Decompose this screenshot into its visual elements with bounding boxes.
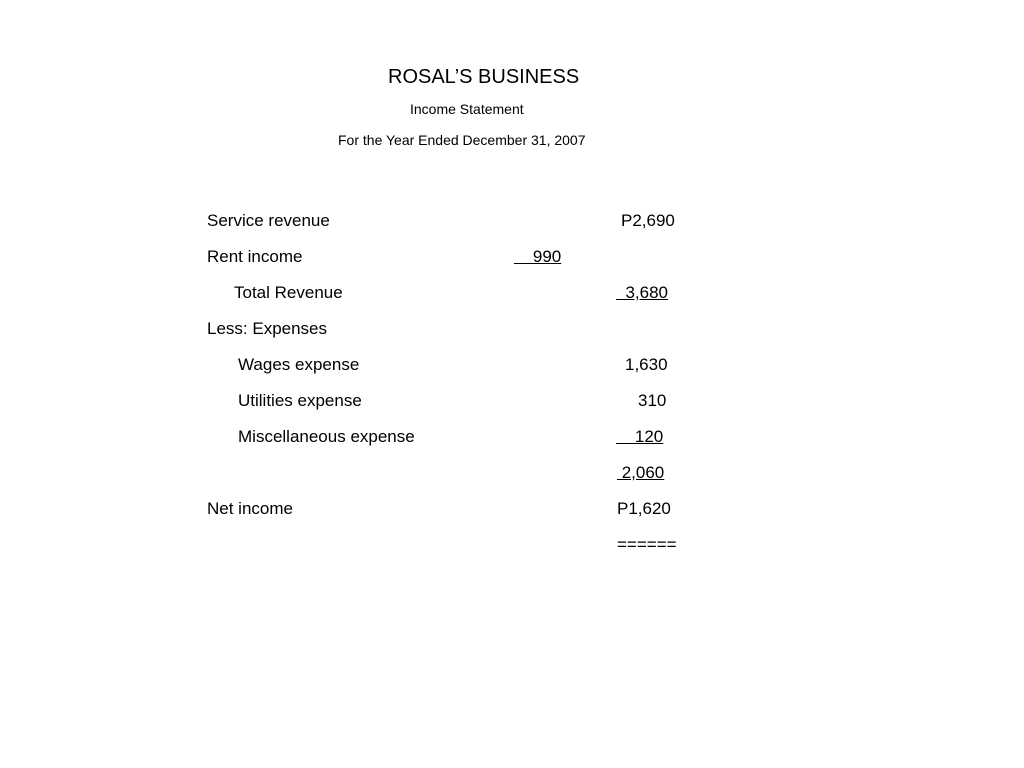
total-expenses-amount: 2,060 <box>617 463 665 482</box>
utilities-expense-label: Utilities expense <box>238 391 362 410</box>
service-revenue-label: Service revenue <box>207 211 330 230</box>
utilities-expense-amount: 310 <box>638 391 667 410</box>
rent-income-label: Rent income <box>207 247 303 266</box>
statement-title: Income Statement <box>410 101 524 117</box>
total-revenue-row <box>0 283 1024 307</box>
company-name: ROSAL’S BUSINESS <box>388 66 580 88</box>
net-income-amount: P1,620 <box>617 499 671 518</box>
net-income-row <box>0 499 1024 523</box>
rent-income-row <box>0 247 1024 271</box>
service-revenue-row <box>0 211 1024 235</box>
rent-income-amount: 990 <box>514 247 562 266</box>
service-revenue-amount: P2,690 <box>621 211 675 230</box>
double-rule-row <box>0 535 1024 559</box>
wages-expense-amount: 1,630 <box>625 355 668 374</box>
misc-expense-row <box>0 427 1024 451</box>
total-revenue-label: Total Revenue <box>234 283 343 302</box>
wages-expense-label: Wages expense <box>238 355 360 374</box>
utilities-expense-row <box>0 391 1024 415</box>
statement-period: For the Year Ended December 31, 2007 <box>338 132 586 148</box>
misc-expense-label: Miscellaneous expense <box>238 427 415 446</box>
total-expenses-row <box>0 463 1024 487</box>
less-expenses-label: Less: Expenses <box>207 319 328 338</box>
net-income-double-rule: ====== <box>617 535 677 554</box>
wages-expense-row <box>0 355 1024 379</box>
misc-expense-amount: 120 <box>616 427 664 446</box>
total-revenue-amount: 3,680 <box>616 283 668 302</box>
net-income-label: Net income <box>207 499 293 518</box>
less-expenses-row <box>0 319 1024 343</box>
